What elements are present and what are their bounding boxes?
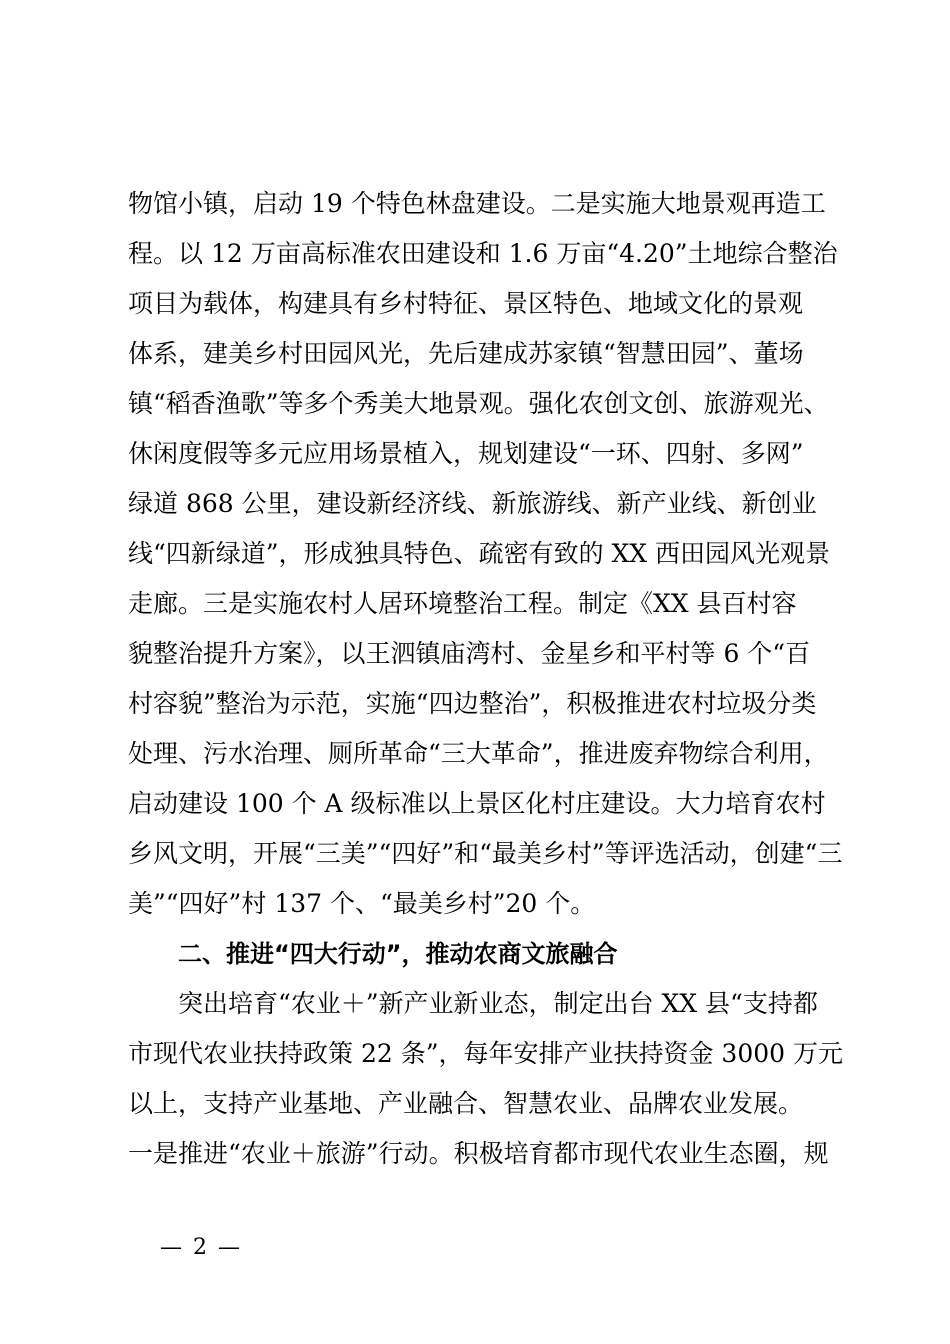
section-heading: 二、推进“四大行动”，推动农商文旅融合 bbox=[178, 940, 618, 968]
body-text-line: 物馆小镇，启动 19 个特色林盘建设。二是实施大地景观再造工 bbox=[128, 189, 826, 218]
body-text-line: 走廊。三是实施农村人居环境整治工程。制定《XX 县百村容 bbox=[128, 589, 797, 618]
body-text-line: 镇“稻香渔歌”等多个秀美大地景观。强化农创文创、旅游观光、 bbox=[128, 389, 829, 418]
body-text-line: 美”“四好”村 137 个、“最美乡村”20 个。 bbox=[128, 889, 596, 918]
page-number: — 2 — bbox=[160, 1235, 242, 1260]
body-text-line: 一是推进“农业＋旅游”行动。积极培育都市现代农业生态圈，规 bbox=[128, 1139, 829, 1168]
body-text-line: 体系，建美乡村田园风光，先后建成苏家镇“智慧田园”、董场 bbox=[128, 339, 804, 368]
body-text-line: 线“四新绿道”，形成独具特色、疏密有致的 XX 西田园风光观景 bbox=[128, 539, 831, 568]
body-text-line: 启动建设 100 个 A 级标准以上景区化村庄建设。大力培育农村 bbox=[128, 789, 826, 818]
body-text-line: 突出培育“农业＋”新产业新业态，制定出台 XX 县“支持都 bbox=[178, 989, 818, 1018]
body-text-line: 市现代农业扶持政策 22 条”，每年安排产业扶持资金 3000 万元 bbox=[128, 1039, 844, 1068]
body-text-line: 村容貌”整治为示范，实施“四边整治”，积极推进农村垃圾分类 bbox=[128, 689, 817, 718]
body-text-line: 处理、污水治理、厕所革命“三大革命”，推进废弃物综合利用， bbox=[128, 739, 829, 768]
body-text-line: 以上，支持产业基地、产业融合、智慧农业、品牌农业发展。 bbox=[128, 1089, 804, 1118]
body-text-line: 绿道 868 公里，建设新经济线、新旅游线、新产业线、新创业 bbox=[128, 489, 817, 518]
body-text-line: 貌整治提升方案》，以王泗镇庙湾村、金星乡和平村等 6 个“百 bbox=[128, 639, 811, 668]
body-text-line: 项目为载体，构建具有乡村特征、景区特色、地域文化的景观 bbox=[128, 289, 804, 318]
body-text-line: 休闲度假等多元应用场景植入，规划建设“一环、四射、多网” bbox=[128, 439, 804, 468]
body-text-line: 乡风文明，开展“三美”“四好”和“最美乡村”等评选活动，创建“三 bbox=[128, 839, 843, 868]
body-text-line: 程。以 12 万亩高标准农田建设和 1.6 万亩“4.20”土地综合整治 bbox=[128, 239, 838, 268]
